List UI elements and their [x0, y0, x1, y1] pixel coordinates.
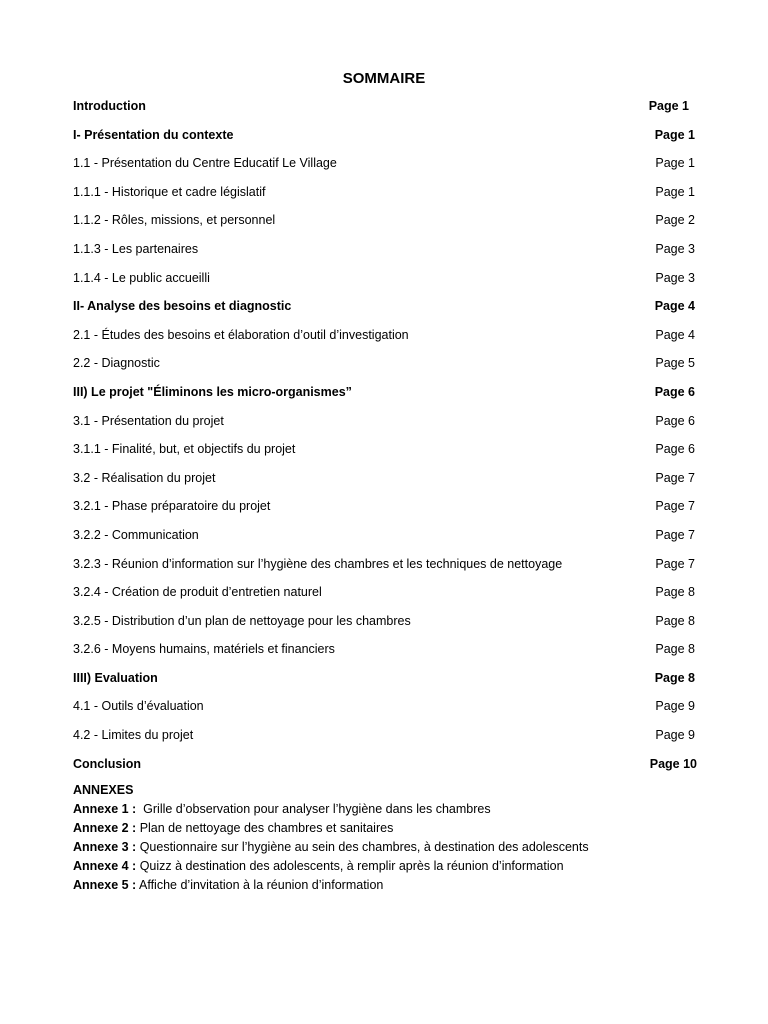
toc-page-number: Page 8 — [655, 585, 695, 600]
annex-text: Affiche d’invitation à la réunion d’information — [136, 878, 384, 892]
toc-row-conclusion — [73, 754, 697, 783]
toc-label: 1.1 - Présentation du Centre Educatif Le Village — [73, 156, 337, 171]
annex-text: Plan de nettoyage des chambres et sanitaires — [136, 821, 394, 835]
toc-row — [73, 411, 697, 440]
annex-key: Annexe 2 : — [73, 821, 137, 835]
toc-label: 1.1.4 - Le public accueilli — [73, 270, 210, 285]
toc-label: Introduction — [73, 99, 146, 113]
toc-label: II- Analyse des besoins et diagnostic — [73, 299, 292, 314]
toc-page-number: Page 1 — [655, 184, 695, 199]
toc-label: III) Le projet "Éliminons les micro-organismes” — [73, 384, 352, 399]
toc-page-number: Page 3 — [655, 270, 695, 285]
toc-page-number: Page 3 — [655, 241, 695, 256]
toc-page-number: Page 6 — [655, 442, 695, 457]
toc-page-number: Page 9 — [655, 728, 695, 743]
toc-page-number: Page 9 — [655, 699, 695, 714]
toc-row — [73, 554, 697, 583]
toc-page-number: Page 4 — [655, 327, 695, 342]
table-of-contents — [73, 96, 697, 782]
annexes-section — [73, 781, 713, 895]
annex-key: Annexe 1 : — [73, 802, 137, 816]
toc-page-number: Page 2 — [655, 213, 695, 228]
toc-label: 1.1.1 - Historique et cadre législatif — [73, 184, 266, 199]
annex-key: Annexe 3 : — [73, 840, 137, 854]
toc-page-number: Page 6 — [654, 384, 695, 399]
toc-label: 4.2 - Limites du projet — [73, 728, 194, 743]
annex-text: Grille d’observation pour analyser l’hygiène dans les chambres — [136, 802, 491, 816]
annex-item — [73, 800, 713, 819]
toc-label: 3.2.2 - Communication — [73, 527, 199, 542]
page-title: SOMMAIRE — [342, 70, 426, 87]
toc-row — [73, 496, 697, 525]
toc-row — [73, 468, 697, 497]
toc-label: I- Présentation du contexte — [73, 127, 234, 142]
toc-row — [73, 353, 697, 382]
toc-page-number: Page 7 — [655, 470, 695, 485]
toc-page-number: Page 1 — [654, 127, 695, 142]
toc-page-number: Page 10 — [649, 756, 697, 771]
annex-item — [73, 819, 713, 838]
toc-label: 3.2.3 - Réunion d’information sur l’hygiène des chambres et les techniques de nettoyage — [73, 556, 563, 571]
toc-page-number: Page 6 — [655, 413, 695, 428]
toc-row — [73, 439, 697, 468]
toc-row — [73, 268, 697, 297]
toc-row — [73, 611, 697, 640]
toc-page-number: Page 8 — [655, 613, 695, 628]
toc-row-introduction — [73, 96, 697, 125]
toc-label: 3.1.1 - Finalité, but, et objectifs du projet — [73, 442, 296, 457]
annex-key: Annexe 5 : — [73, 878, 137, 892]
toc-page-number: Page 4 — [654, 299, 695, 314]
toc-label: 4.1 - Outils d’évaluation — [73, 699, 204, 714]
toc-page-number: Page 7 — [655, 556, 695, 571]
toc-row — [73, 182, 697, 211]
toc-page-number: Page 1 — [655, 156, 695, 171]
toc-row — [73, 725, 697, 754]
toc-label: 3.2.4 - Création de produit d’entretien naturel — [73, 585, 322, 600]
toc-row — [73, 153, 697, 182]
toc-label: 2.1 - Études des besoins et élaboration d’outil d’investigation — [73, 327, 409, 342]
toc-row — [73, 382, 697, 411]
toc-row — [73, 582, 697, 611]
toc-label: 3.2.6 - Moyens humains, matériels et financiers — [73, 642, 335, 657]
toc-row — [73, 525, 697, 554]
annex-text: Questionnaire sur l’hygiène au sein des chambres, à destination des adolescents — [136, 840, 589, 854]
annex-item — [73, 857, 713, 876]
toc-page-number: Page 1 — [648, 99, 689, 113]
toc-row — [73, 639, 697, 668]
toc-label: 3.1 - Présentation du projet — [73, 413, 224, 428]
annex-key: Annexe 4 : — [73, 859, 137, 873]
annex-item — [73, 838, 713, 857]
toc-label: Conclusion — [73, 756, 142, 771]
toc-row — [73, 210, 697, 239]
toc-page-number: Page 8 — [655, 642, 695, 657]
toc-page-number: Page 8 — [654, 670, 695, 685]
toc-label: 2.2 - Diagnostic — [73, 356, 160, 371]
toc-page-number: Page 5 — [655, 356, 695, 371]
toc-row — [73, 296, 697, 325]
toc-label: IIII) Evaluation — [73, 670, 158, 685]
annex-item — [73, 876, 713, 895]
toc-label: 3.2.1 - Phase préparatoire du projet — [73, 499, 271, 514]
toc-label: 1.1.3 - Les partenaires — [73, 241, 199, 256]
toc-label: 1.1.2 - Rôles, missions, et personnel — [73, 213, 276, 228]
toc-page-number: Page 7 — [655, 527, 695, 542]
toc-row — [73, 696, 697, 725]
toc-label: 3.2 - Réalisation du projet — [73, 470, 216, 485]
annex-text: Quizz à destination des adolescents, à remplir après la réunion d’information — [136, 859, 564, 873]
annexes-title: ANNEXES — [73, 783, 134, 797]
toc-row — [73, 125, 697, 154]
toc-row — [73, 239, 697, 268]
toc-row — [73, 325, 697, 354]
toc-row — [73, 668, 697, 697]
toc-page-number: Page 7 — [655, 499, 695, 514]
toc-label: 3.2.5 - Distribution d’un plan de nettoyage pour les chambres — [73, 613, 411, 628]
